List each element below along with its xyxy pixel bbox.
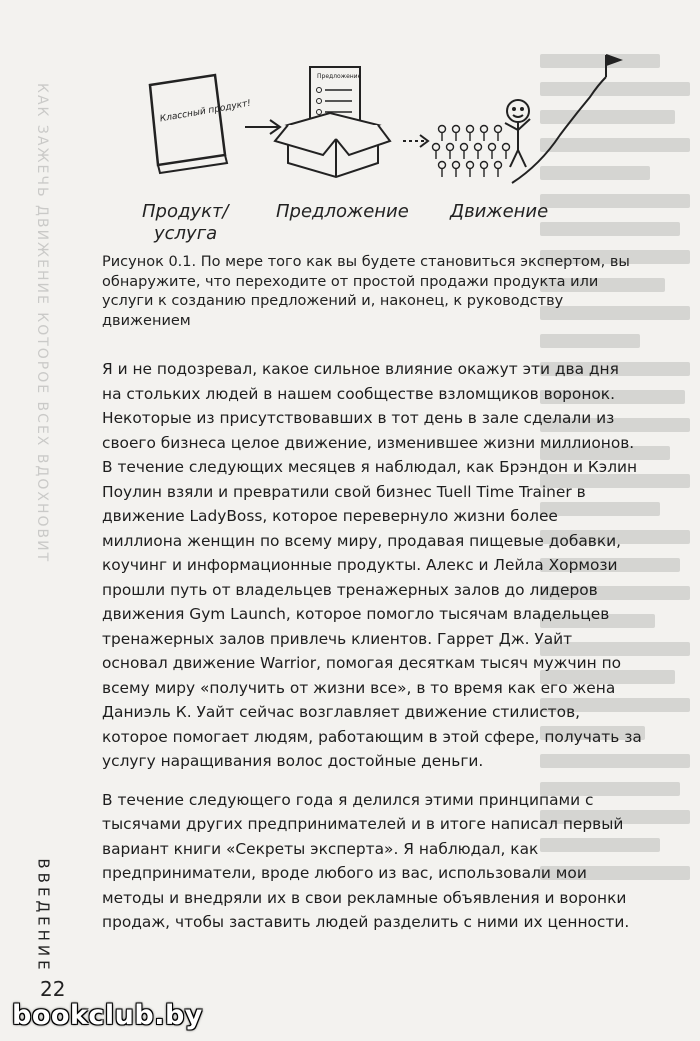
stage-label-product: Продукт/ (142, 201, 229, 222)
section-label: ВВЕДЕНИЕ (34, 858, 53, 974)
page-number: 22 (40, 977, 66, 1001)
stage-label-service: услуга (154, 223, 218, 244)
watermark-logo: bookclub.by (12, 1000, 203, 1031)
body-text (102, 357, 642, 949)
stage-label-offer: Предложение (276, 201, 409, 222)
arrow-icon (245, 120, 280, 134)
dotted-arrow-icon (403, 135, 428, 147)
leader-on-mountain-icon (505, 55, 620, 183)
stage-label-movement: Движение (450, 201, 549, 222)
paragraph: В течение следующего года я делился этими принципами с тысячами других предпринимателей и в итоге написал первый вариант книги «Секреты эксперта». Я наблюдал, как предприниматели, вроде любого из вас, использовали мои методы и внедряли их в свои рекламные объявления и воронки продаж, чтобы заставить людей разделить с ними их ценности. (102, 790, 630, 931)
book-icon (150, 75, 252, 173)
figure-caption: Рисунок 0.1. По мере того как вы будете становиться экспертом, вы обнаружите, что переходите от простой продажи продукта или услуги к созданию предложений и, наконец, к руководству движением (102, 254, 630, 329)
offer-box-icon (275, 67, 390, 177)
list-label: Предложение (317, 73, 362, 80)
paragraph: Я и не подозревал, какое сильное влияние окажут эти два дня на стольких людей в нашем сообществе взломщиков воронок. Некоторые из присутствовавших в тот день в зале сделали из своего бизнеса целое движение, изменившее жизни миллионов. В течение следующих месяцев я наблюдал, как Брэндон и Кэлин Поулин взяли и превратили свой бизнес Tuell Time Trainer в движение LadyBoss, которое перевернуло жизни более миллиона женщин по всему миру, продавая пищевые добавки, коучинг и информационные продукты. Алекс и Лейла Хормози прошли путь от владельцев тренажерных залов до лидеров движения Gym Launch, которое помогло тысячам владельцев тренажерных залов привлечь клиентов. Гаррет Дж. Уайт основал движение Warrior, помогая десяткам тысяч мужчин по всему миру «получить от жизни все», в то время как его жена Даниэль К. Уайт сейчас возглавляет движение стилистов, которое помогает людям, работающим в этой сфере, получать за услугу наращивания волос достойные деньги. (102, 360, 642, 770)
ghost-running-title: КАК ЗАЖЕЧЬ ДВИЖЕНИЕ КОТОРОЕ ВСЕХ ВДОХНОВИТ (34, 83, 50, 564)
book-label: Классный продукт! (159, 98, 252, 125)
figure-illustration (120, 45, 640, 245)
figure-svg (120, 45, 640, 245)
side-running-head (22, 83, 53, 974)
crowd-icon (433, 126, 510, 178)
